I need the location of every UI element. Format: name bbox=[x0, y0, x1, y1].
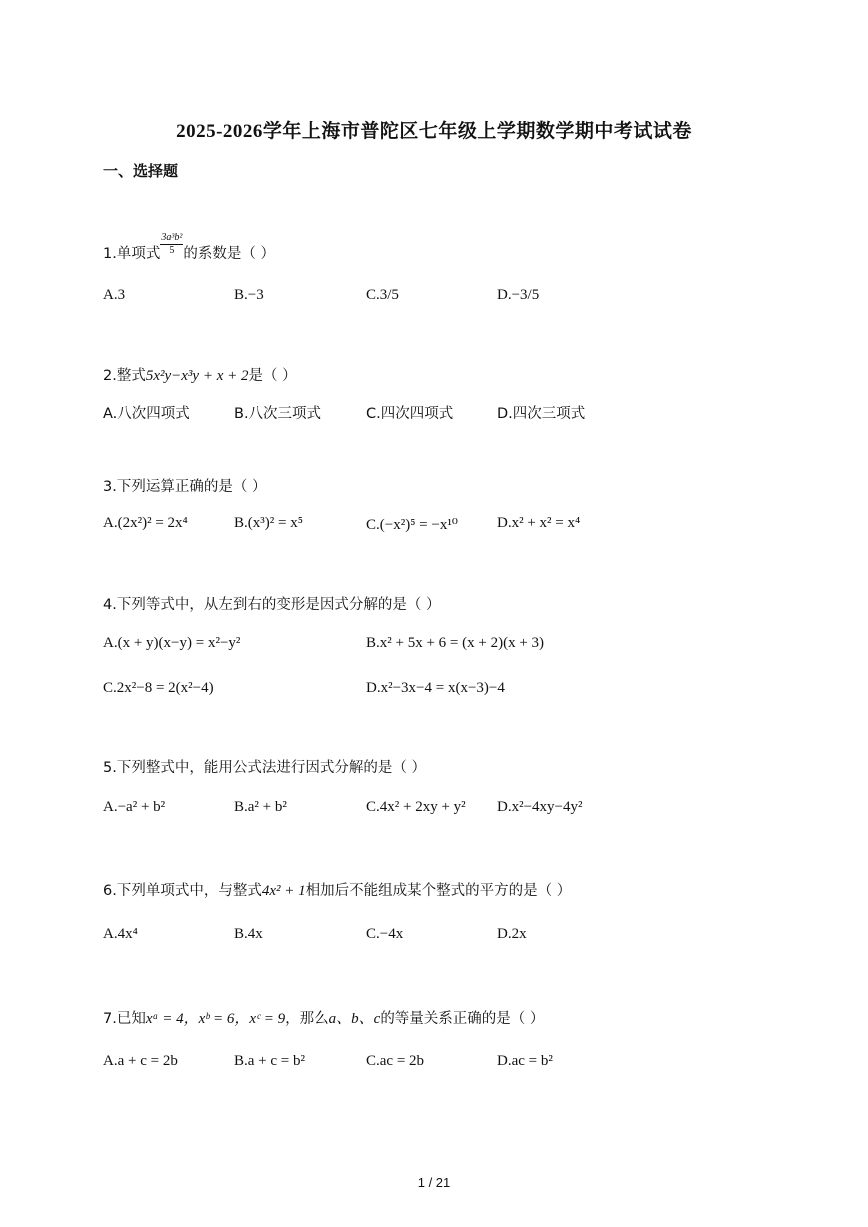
q7-option-d[interactable]: D.ac = b² bbox=[497, 1053, 553, 1069]
q7-option-b[interactable]: B.a + c = b² bbox=[234, 1053, 305, 1069]
q1-option-b[interactable]: B.−3 bbox=[234, 287, 264, 303]
question-2 bbox=[103, 364, 297, 385]
q3-option-a[interactable]: A.(2x²)² = 2x⁴ bbox=[103, 515, 188, 531]
question-2-expression: 5x²y−x³y + x + 2 bbox=[145, 368, 249, 384]
q1-option-c[interactable]: C.3/5 bbox=[366, 287, 399, 303]
question-6-prefix: 6.下列单项式中，与整式 bbox=[103, 883, 262, 899]
q5-option-d[interactable]: D.x²−4xy−4y² bbox=[497, 799, 583, 815]
question-3-text: 3.下列运算正确的是（ ） bbox=[103, 479, 267, 495]
q7-option-c[interactable]: C.ac = 2b bbox=[366, 1053, 425, 1069]
q3-option-b[interactable]: B.(x³)² = x⁵ bbox=[234, 515, 303, 531]
q6-option-c[interactable]: C.−4x bbox=[366, 926, 404, 942]
question-1 bbox=[103, 232, 275, 267]
section-heading: 一、选择题 bbox=[103, 162, 179, 180]
q2-option-b[interactable]: B.八次三项式 bbox=[234, 406, 322, 422]
question-1-prefix: 1.单项式 bbox=[103, 246, 161, 262]
question-1-fraction-denominator: 5 bbox=[169, 245, 175, 257]
page-number: 1 / 21 bbox=[417, 1175, 451, 1190]
q4-option-a[interactable]: A.(x + y)(x−y) = x²−y² bbox=[103, 635, 241, 651]
q3-option-c[interactable]: C.(−x²)⁵ = −x¹⁰ bbox=[366, 517, 458, 533]
q2-option-c[interactable]: C.四次四项式 bbox=[366, 406, 454, 422]
page-title: 2025-2026学年上海市普陀区七年级上学期数学期中考试试卷 bbox=[176, 121, 692, 142]
q6-option-b[interactable]: B.4x bbox=[234, 926, 263, 942]
q7-option-a[interactable]: A.a + c = 2b bbox=[103, 1053, 178, 1069]
question-7-expression: xᵃ = 4，xᵇ = 6，xᶜ = 9 bbox=[145, 1011, 286, 1027]
q6-option-a[interactable]: A.4x⁴ bbox=[103, 926, 138, 942]
question-1-fraction bbox=[160, 232, 183, 257]
question-5-text: 5.下列整式中，能用公式法进行因式分解的是（ ） bbox=[103, 760, 426, 776]
q6-option-d[interactable]: D.2x bbox=[497, 926, 527, 942]
question-4-text: 4.下列等式中，从左到右的变形是因式分解的是（ ） bbox=[103, 597, 441, 613]
question-2-prefix: 2.整式 bbox=[103, 368, 146, 384]
question-7-prefix: 7.已知 bbox=[103, 1011, 146, 1027]
question-6-suffix: 相加后不能组成某个整式的平方的是（ ） bbox=[305, 883, 572, 899]
question-7 bbox=[103, 1007, 544, 1028]
question-7-variables: a、b、c bbox=[328, 1011, 381, 1027]
q5-option-c[interactable]: C.4x² + 2xy + y² bbox=[366, 799, 466, 815]
q4-option-d[interactable]: D.x²−3x−4 = x(x−3)−4 bbox=[366, 680, 505, 696]
q3-option-d[interactable]: D.x² + x² = x⁴ bbox=[497, 515, 581, 531]
question-5 bbox=[103, 756, 426, 777]
question-7-mid: ，那么 bbox=[285, 1011, 329, 1027]
q4-option-b[interactable]: B.x² + 5x + 6 = (x + 2)(x + 3) bbox=[366, 635, 545, 651]
question-3 bbox=[103, 475, 266, 496]
q1-option-d[interactable]: D.−3/5 bbox=[497, 287, 540, 303]
q1-option-a[interactable]: A.3 bbox=[103, 287, 126, 303]
question-2-suffix: 是（ ） bbox=[248, 368, 297, 384]
question-6 bbox=[103, 879, 571, 900]
question-1-fraction-numerator: 3a³b² bbox=[161, 232, 183, 244]
q5-option-b[interactable]: B.a² + b² bbox=[234, 799, 287, 815]
q4-option-c[interactable]: C.2x²−8 = 2(x²−4) bbox=[103, 680, 214, 696]
question-7-suffix: 的等量关系正确的是（ ） bbox=[380, 1011, 545, 1027]
question-6-expression: 4x² + 1 bbox=[261, 883, 306, 899]
question-1-suffix: 的系数是（ ） bbox=[183, 246, 275, 262]
q2-option-d[interactable]: D.四次三项式 bbox=[497, 406, 586, 422]
question-4 bbox=[103, 593, 440, 614]
q5-option-a[interactable]: A.−a² + b² bbox=[103, 799, 166, 815]
q2-option-a[interactable]: A.八次四项式 bbox=[103, 406, 190, 422]
